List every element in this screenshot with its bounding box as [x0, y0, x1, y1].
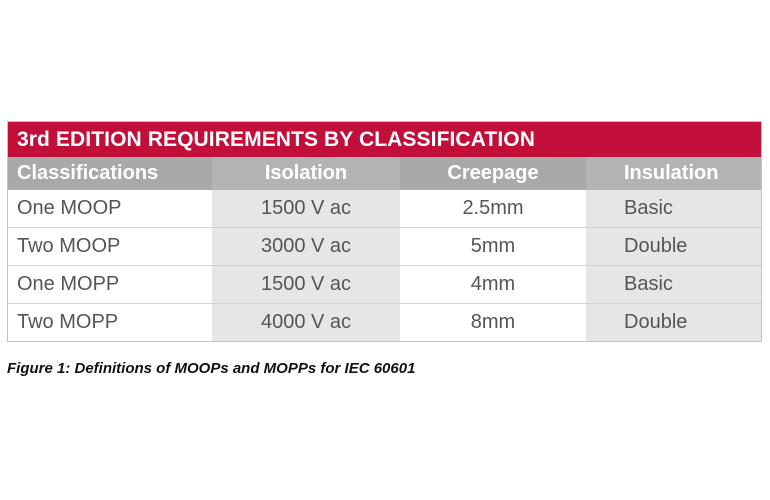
cell-creepage: 8mm: [400, 304, 586, 341]
classification-table: [7, 121, 762, 342]
cell-classification: One MOOP: [8, 190, 212, 227]
cell-insulation: Basic: [586, 190, 761, 227]
cell-insulation: Double: [586, 304, 761, 341]
table-header-row: [8, 157, 761, 190]
cell-insulation: Double: [586, 228, 761, 265]
header-creepage: Creepage: [447, 162, 539, 184]
cell-creepage: 5mm: [400, 228, 586, 265]
header-isolation: Isolation: [212, 157, 400, 190]
cell-classification: Two MOPP: [8, 304, 212, 341]
header-classifications: Classifications: [17, 162, 159, 184]
figure-caption: Figure 1: Definitions of MOOPs and MOPPs for IEC 60601: [7, 360, 416, 377]
cell-isolation: 3000 V ac: [212, 228, 400, 265]
table-row: [8, 227, 761, 265]
table-title: 3rd EDITION REQUIREMENTS BY CLASSIFICATION: [8, 122, 761, 157]
cell-creepage: 2.5mm: [400, 190, 586, 227]
table-row: [8, 303, 761, 341]
cell-isolation: 4000 V ac: [212, 304, 400, 341]
table-body: [8, 190, 761, 341]
cell-creepage: 4mm: [400, 266, 586, 303]
cell-isolation: 1500 V ac: [212, 266, 400, 303]
table-row: [8, 265, 761, 303]
cell-insulation: Basic: [586, 266, 761, 303]
table-row: [8, 190, 761, 227]
header-insulation: Insulation: [586, 157, 761, 190]
cell-classification: Two MOOP: [8, 228, 212, 265]
cell-isolation: 1500 V ac: [212, 190, 400, 227]
cell-classification: One MOPP: [8, 266, 212, 303]
